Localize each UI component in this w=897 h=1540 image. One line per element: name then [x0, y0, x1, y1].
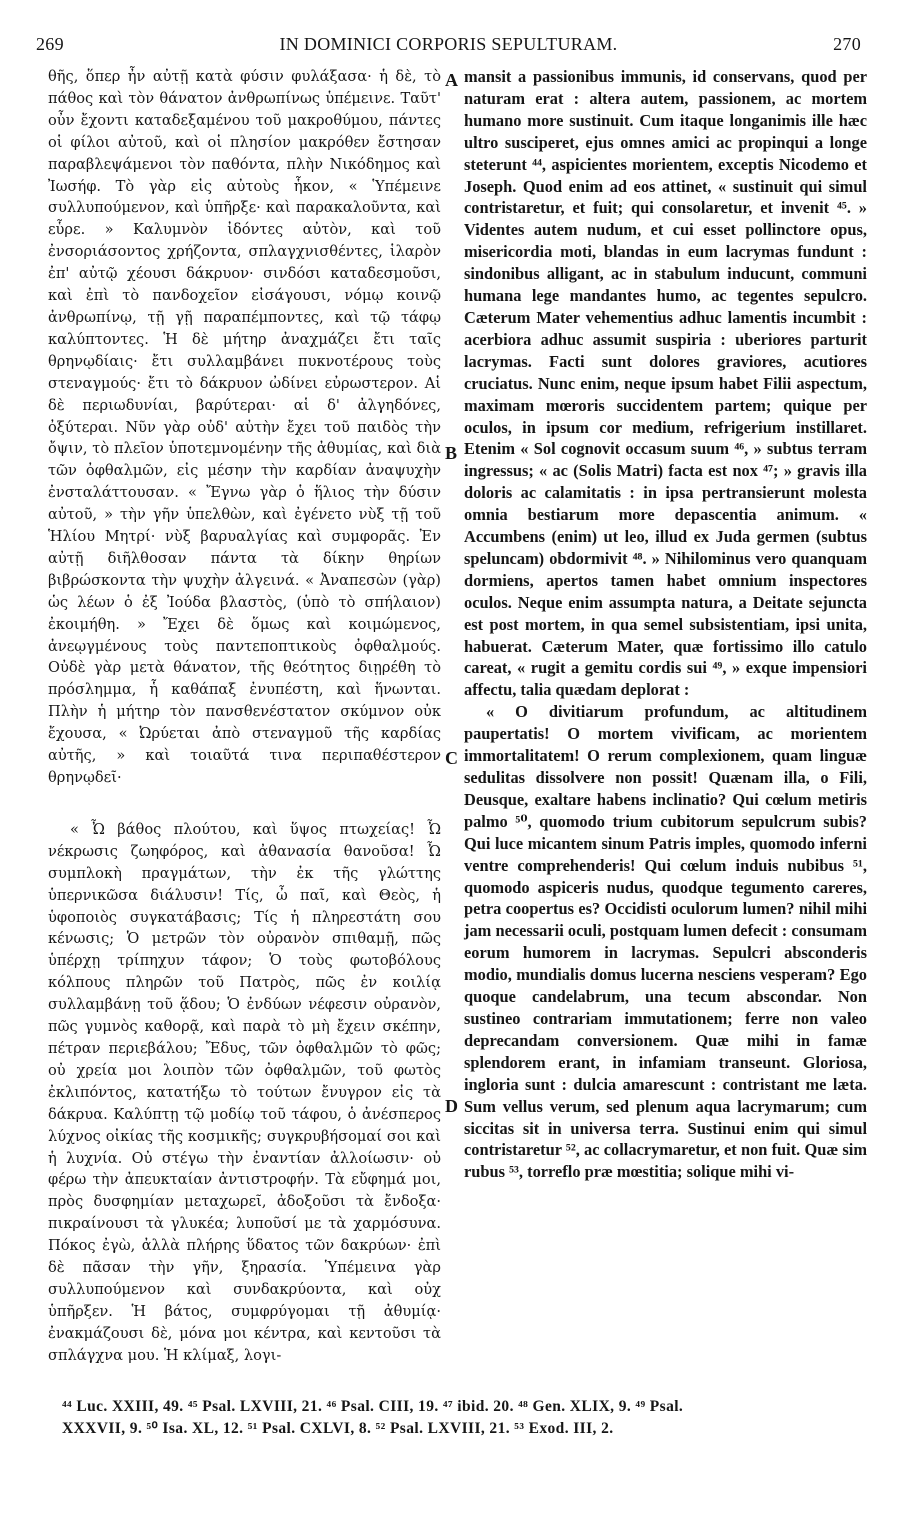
section-gap	[48, 789, 441, 819]
running-title: IN DOMINICI CORPORIS SEPULTURAM.	[279, 34, 618, 54]
margin-letter-b: B	[445, 443, 458, 463]
latin-paragraph-2: « O divitiarum profundum, ac altitudinem paupertatis! O mortem vivificam, ac morientem immortalitatem! O rerum complexionem, quam linguæ sedulitas dissolvere non possit! Quænam illa, o Fili, Deusque, exaltare habens inclinatio? Qui cœlum metiris palmo ⁵⁰, quomodo trium cubitorum sepulcrum subis? Qui luce micantem sinum Patris imples, quomodo inferni ventre comprehenderis! Qui cœlum induis nubibus ⁵¹, quomodo aspiceris nudus, quodque tegumento careres, petra coopertus es? Occidisti oculorum lumen? nihil mihi jam necessarii oculi, postquam lumen defecit : consumam eorum humorem in lacrymas. Sepulcri absconderis modio, mundialis domus lucerna nesciens vesperam? Ego quoque candelabrum, una tecum abscondar. Non sustineo contrariam immutationem; ferre non valeo deprecandam conversionem. Quæ mihi in famæ splendorem erant, in infamiam transeunt. Gloriosa, ingloria sunt : dulcia amarescunt : contristant me læta. Sum vellus verum, sed plenum aqua lacrymarum; cum siccitas sit in universa terra. Sustinui enim qui simul contristaretur ⁵², ac collacrymaretur, et non fuit. Quæ sim rubus ⁵³, torreflo præ mœstitia; solique mihi vi-	[464, 702, 867, 1182]
greek-paragraph-1: θῆς, ὅπερ ἦν αὐτῇ κατὰ φύσιν φυλάξασα· ἡ δὲ, τὸ πάθος καὶ τὸν θάνατον ἀνθρωπίνως ὑπέμεινε. Ταῦτ' οὖν ἔχοντι καταδεξαμένου τοῦ μακροθύμου, πάντες οἱ φίλοι αὐτοῦ, καὶ οἱ πλησίον μακρόθεν ἔστησαν παραβλεψάμενοι τὸν παθόντα, πλὴν Νικόδημος καὶ Ἰωσήφ. Τὸ γὰρ εἰς αὐτοὺς ἧκον, « Ὑπέμεινε συλλυπούμενον, καὶ ὑπῆρξε· καὶ παρακαλοῦντα, καὶ εὗρε. » Καλυμνὸν ἰδόντες αὐτὸν, καὶ τοῦ ἐνσοριάσοντος χρήζοντα, σπλαγχνισθέντες, ἱλαρὸν ἐπ' αὐτῷ χέουσι δάκρυον· σινδόσι καταδεσμοῦσι, καὶ ἐπὶ τὸ πανδοχεῖον εἰσάγουσι, νόμῳ κοινῷ ἀνθρωπίνῳ, τῇ γῇ παραπέμποντες, καὶ τῷ τάφῳ καλύπτοντες. Ἡ δὲ μήτηρ ἀναχμάζει ἔτι ταῖς θρηνῳδίαις· ἔτι συλλαμβάνει πυκνοτέρους τοὺς στεναγμούς· ἔτι τὸ δάκρυον ὠδίνει εὐρωστερον. Αἱ δὲ περιωδυνίαι, βαρύτεραι· αἱ δ' ἀλγηδόνες, ὀξύτεραι. Νῦν γὰρ οὐδ' αὐτὴν ἔχει τοῦ παιδὸς τὴν ὄψιν, τὸ πλεῖον ὑποτεμνομένην τῆς ἀθυμίας, καὶ διὰ τῶν ὀφθαλμῶν, εἰς μέσην τὴν καρδίαν ἀναψυχὴν ἐνσταλάττουσαν. « Ἔγνω γὰρ ὁ ἥλιος τὴν δύσιν αὐτοῦ, » τὴν γῆν ὑπελθὼν, καὶ ἐγένετο νὺξ τῇ τοῦ Ἡλίου Μητρί· νὺξ βαρυαλγίας καὶ συμφορᾶς. Ἐν αὐτῇ διῆλθοσαν πάντα τὰ δίκην θηρίων βιβρώσκοντα τὴν ψυχὴν ἀλγεινά. « Ἀναπεσὼν (γὰρ) ὡς λέων ὁ ἐξ Ἰούδα βλαστὸς, (ὑπὸ τὸ σπήλαιον) ἐκοιμήθη. » Ἔχει δὲ ὅμως καὶ κοιμώμενος, ἀνεῳγμένους τοὺς παντεποπτικοὺς ὀφθαλμούς. Οὐδὲ γὰρ μετὰ θάνατον, τῆς θεότητος διῃρέθη τὸ πρόσλημμα, ἧ καθάπαξ ἐνυπέστη, καὶ ἥνωνται. Πλὴν ἡ μήτηρ τὸν πανσθενέστατον σκύμνον οὐκ ἔχουσα, « Ὠρύεται ἀπὸ στεναγμοῦ τῆς καρδίας αὐτῆς, » καὶ τοιαῦτά τινα περιπαθέστερον θρηνῳδεῖ·	[48, 68, 441, 786]
footnotes	[62, 1396, 861, 1440]
greek-paragraph-2: « Ὦ βάθος πλούτου, καὶ ὕψος πτωχείας! Ὦ νέκρωσις ζωηφόρος, καὶ ἀθανασία θανοῦσα! Ὦ συμπλοκὴ πραγμάτων, τὴν ἐκ τῆς γλώττης ὑπερνικῶσα διάλυσιν! Τίς, ὦ παῖ, καὶ Θεὸς, ἡ ὑφοποιὸς συγκατάβασις; Τίς ἡ πληρεστάτη σου κένωσις; Ὁ μετρῶν τὸν οὐρανὸν σπιθαμῇ, πῶς ὑπέρχῃ τρίπηχυν τάφον; Ὁ τοὺς φωτοβόλους κόλπους πληρῶν τοῦ Πατρὸς, πῶς ἐν κοιλίᾳ συλλαμβάνῃ τοῦ ᾅδου; Ὁ ἐνδύων νέφεσιν οὐρανὸν, πῶς γυμνὸς καθορᾷ, καὶ παρὰ τὸ μὴ ἔχειν σκέπην, πέτραν περιεβάλου; Ἔδυς, τῶν ὀφθαλμῶν τὸ φῶς; οὐ χρεία μοι λοιπὸν τῶν ὀφθαλμῶν, τοῦ φωτὸς ἐκλιπόντος, κατατήξω τὸ τούτων ἔνυγρον εἰς τὰ δάκρυα. Καλύπτῃ τῷ μοδίῳ τοῦ τάφου, ὁ ἀνέσπερος λύχνος οἰκίας τῆς κοσμικῆς; συγκρυβήσομαί σοι καὶ ἡ λυχνία. Οὐ στέγω τὴν ἐναντίαν ἀλλοίωσιν· οὐ φέρω τὴν ἀπευκταίαν ἀντιστροφήν. Τὰ εὔφημά μοι, πρὸς δυσφημίαν μεταχωρεῖ, ἀδοξοῦσι τὰ ἔνδοξα· πικραίνουσι τὰ γλυκέα; λυποῦσί με τὰ χαρμόσυνα. Πόκος ἐγὼ, ἀλλὰ πλήρης ὕδατος τῶν δακρύων· ἐπὶ δὲ πᾶσαν τὴν γῆν, ξηρασία. Ὑπέμεινα γὰρ συλλυπούμενον καὶ συνδακρύοντα, καὶ οὐχ ὑπῆρξεν. Ἡ βάτος, συμφρύγομαι τῇ ἀθυμίᾳ· ἐνακμάζουσι δὲ, μόνα μοι κέντρα, καὶ κεντοῦσι τὰ σπλάγχνα μου. Ἡ κλίμαξ, λογι-	[48, 820, 441, 1364]
footnote-line-1: ⁴⁴ Luc. XXIII, 49. ⁴⁵ Psal. LXVIII, 21. ⁴⁶ Psal. CIII, 19. ⁴⁷ ibid. 20. ⁴⁸ Gen. XLIX, 9. ⁴⁹ Psal.	[62, 1398, 684, 1415]
footnote-line-2: XXXVII, 9. ⁵⁰ Isa. XL, 12. ⁵¹ Psal. CXLVI, 8. ⁵² Psal. LXVIII, 21. ⁵³ Exod. III, 2.	[62, 1420, 614, 1437]
page-number-left: 269	[36, 34, 64, 54]
greek-column	[48, 66, 441, 1367]
page-number-right: 270	[833, 34, 861, 54]
running-head	[36, 34, 861, 58]
margin-letter-c: C	[445, 748, 458, 768]
latin-paragraph-1: mansit a passionibus immunis, id conservans, quod per naturam erat : altera autem, passionem, ac mortem humano more sustinuit. Cum itaque longanimis ille hæc ultro susciperet, ejus omnes amici ac propinqui a longe steterunt ⁴⁴, aspicientes morientem, exceptis Nicodemo et Joseph. Quod enim ad eos attinet, « sustinuit qui simul contristaretur, et fuit; qui consolaretur, et invenit ⁴⁵. » Videntes autem nudum, et cui esset pollinctore opus, misericordia moti, blandas in eum lacrymas fundunt : sindonibus alligant, ac in stabulum inducunt, communi humana lege mandantes humo, ac tegentes sepulcro. Cæterum Mater vehementius adhuc lamentis incumbit : acerbiora adhuc assumit suspiria : uberiores parturit lacrymas. Facti sunt dolores graviores, acutiores cruciatus. Nunc enim, neque ipsum habet Filii aspectum, maximam mœroris succidentem partem; quique per oculos, in ipsum cor medium, refrigerium instillaret. Etenim « Sol cognovit occasum suum ⁴⁶, » subtus terram ingressus; « ac (Solis Matri) facta est nox ⁴⁷; » gravis illa doloris ac calamitatis : in ipsa pertransierunt molesta omnia bestiarum more depascentia animum. « Accumbens (enim) ut leo, illud ex Juda germen (subtus speluncam) obdormivit ⁴⁸. » Nihilominus vero quanquam dormiens, apertos tamen habet omnium inspectores oculos. Neque enim assumpta natura, a Deitate sejuncta est post mortem, in qua semel subsistentiam, ipsi unita, habuerat. Cæterum Mater, quæ fortissimo illo catulo careat, « rugit a gemitu cordis sui ⁴⁹, » exque impensiori affectu, talia quædam deplorat :	[464, 67, 867, 700]
margin-letter-a: A	[445, 70, 458, 90]
margin-letter-d: D	[445, 1096, 458, 1116]
latin-column	[464, 66, 867, 1183]
